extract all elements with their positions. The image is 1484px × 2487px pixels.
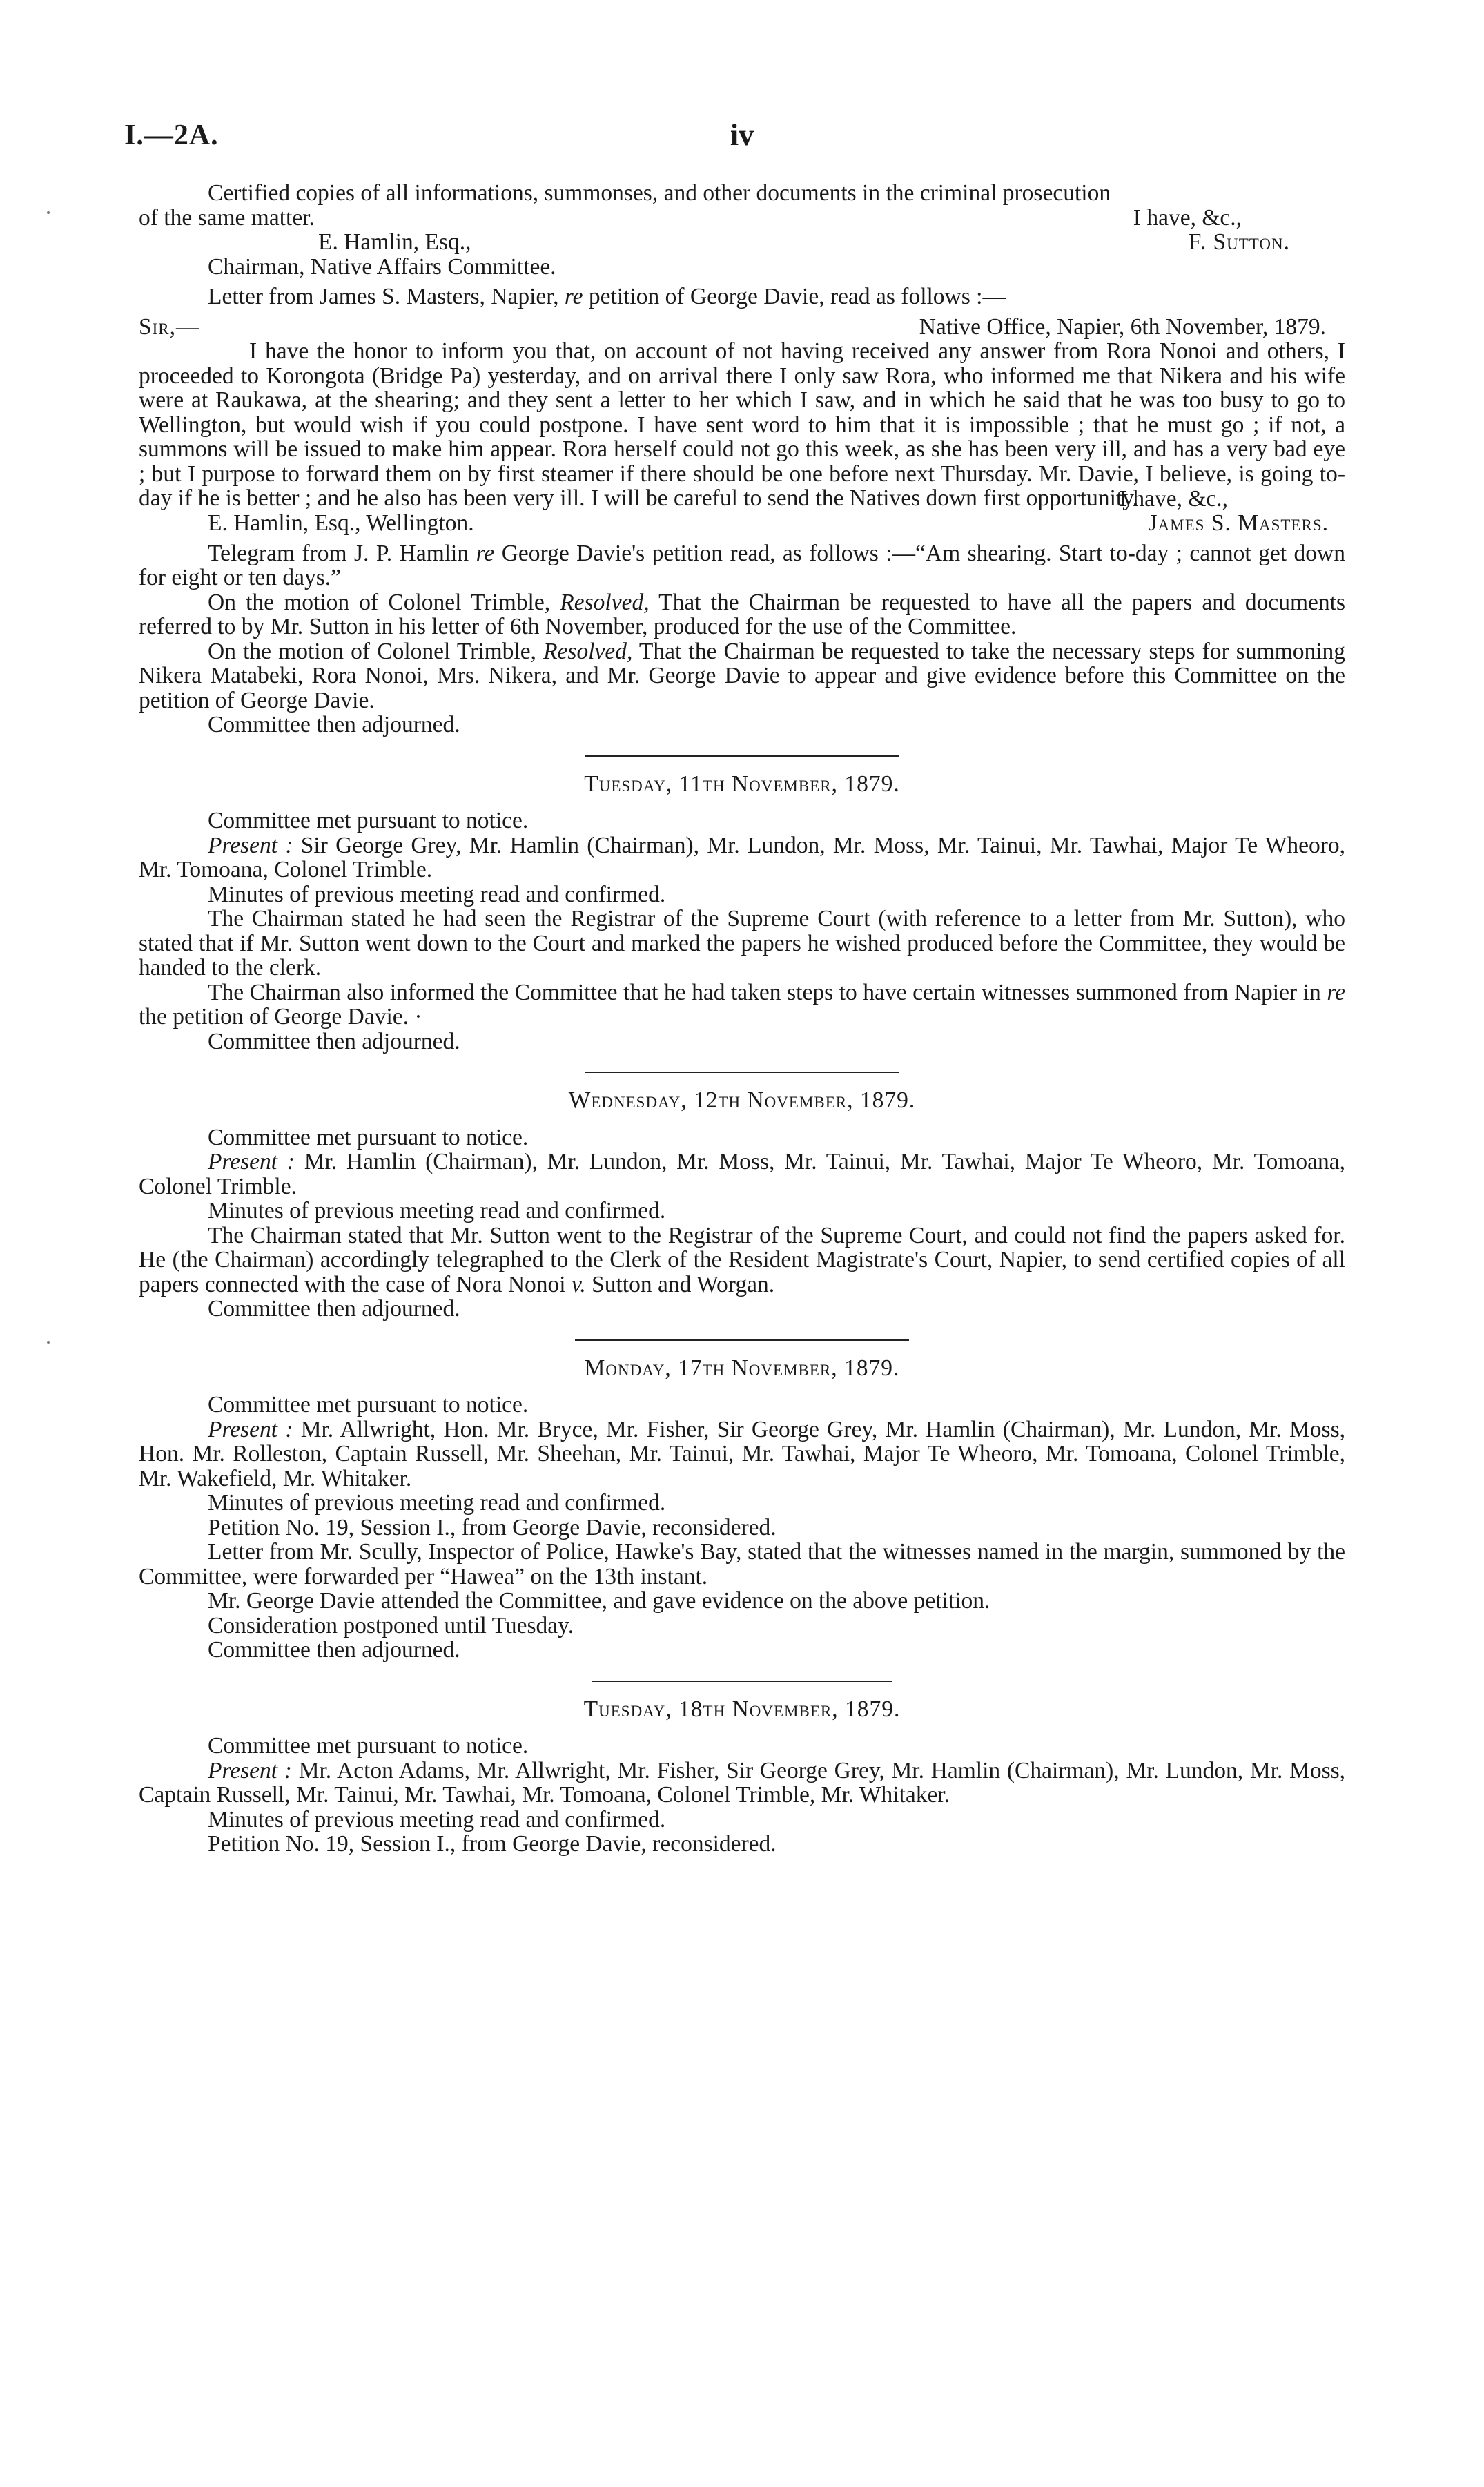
paragraph: Certified copies of all informations, summonses, and other documents in the criminal prosecution <box>208 180 1111 206</box>
margin-mark <box>47 1341 50 1344</box>
section-divider <box>585 1072 899 1073</box>
section-divider <box>575 1339 909 1341</box>
sign-off-row <box>139 206 1345 231</box>
signature-row <box>139 230 1345 255</box>
present-label: Present : <box>208 832 293 858</box>
adjournment: Committee then adjourned. <box>208 712 460 737</box>
paragraph: The Chairman stated he had seen the Registrar of the Supreme Court (with reference to a letter from Mr. Sutton), who stated that if Mr. Sutton went down to the Court and marked the papers he wished produced before the Committee, they would be handed to the clerk. <box>139 906 1345 980</box>
motion: On the motion of Colonel Trimble, Resolved, That the Chairman be requested to have all the papers and documents referred to by Mr. Sutton in his letter of 6th November, produced for the use of the Committee. <box>139 589 1346 639</box>
letter-dateline: Native Office, Napier, 6th November, 1879. <box>919 313 1326 340</box>
attendance <box>139 1417 1345 1491</box>
attendance <box>139 1150 1345 1199</box>
letter-intro: Letter from James S. Masters, Napier, re petition of George Davie, read as follows :— <box>208 284 1006 309</box>
meeting-date: Tuesday, 18th November, 1879. <box>583 1696 901 1722</box>
signatory: F. Sutton. <box>1188 229 1290 255</box>
paragraph: The Chairman stated that Mr. Sutton went to the Registrar of the Supreme Court, and could not find the papers asked for. He (the Chairman) accordingly telegraphed to the Clerk of the Resident Magistrate's Court, Napier, to send certified copies of all papers connected with the case of Nora Nonoi v. Sutton and Worgan. <box>139 1222 1345 1297</box>
adjournment: Committee then adjourned. <box>208 1637 460 1663</box>
addressee-title: Chairman, Native Affairs Committee. <box>208 253 556 280</box>
letter-heading <box>139 315 1345 340</box>
minutes: Minutes of previous meeting read and confirmed. <box>208 1490 666 1516</box>
section-divider <box>585 755 899 757</box>
minutes: Minutes of previous meeting read and confirmed. <box>208 881 666 907</box>
meeting-notice: Committee met pursuant to notice. <box>208 808 529 833</box>
present-label: Present : <box>208 1757 292 1783</box>
paragraph-end: of the same matter. <box>139 204 315 231</box>
closing: I have, &c., <box>1119 485 1228 512</box>
minutes: Minutes of previous meeting read and confirmed. <box>208 1806 666 1832</box>
meeting-date: Wednesday, 12th November, 1879. <box>568 1087 916 1113</box>
paragraph: Letter from Mr. Scully, Inspector of Police, Hawke's Bay, stated that the witnesses named in the margin, summoned by the Committee, were forwarded per “Hawea” on the 13th instant. <box>139 1539 1345 1589</box>
meeting-date: Monday, 17th November, 1879. <box>584 1355 900 1381</box>
section-divider <box>592 1681 892 1682</box>
meeting-date: Tuesday, 11th November, 1879. <box>584 771 900 797</box>
attendees: Mr. Acton Adams, Mr. Allwright, Mr. Fisher, Sir George Grey, Mr. Hamlin (Chairman), Mr. Lundon, Mr. Moss, Captain Russell, Mr. Tainui, Mr. Tawhai, Mr. Tomoana, Colonel Trimble, Mr. Whitaker. <box>139 1757 1346 1808</box>
petition-reference: Petition No. 19, Session I., from George Davie, reconsidered. <box>208 1831 777 1857</box>
attendance <box>139 833 1345 882</box>
closing: I have, &c., <box>1133 204 1242 231</box>
present-label: Present : <box>208 1416 293 1442</box>
petition-reference: Petition No. 19, Session I., from George Davie, reconsidered. <box>208 1514 777 1540</box>
paragraph: Consideration postponed until Tuesday. <box>208 1612 574 1638</box>
attendees: Sir George Grey, Mr. Hamlin (Chairman), Mr. Lundon, Mr. Moss, Mr. Tainui, Mr. Tawhai, Major Te Wheoro, Mr. Tomoana, Colonel Trimble. <box>139 832 1346 882</box>
meeting-notice: Committee met pursuant to notice. <box>208 1392 529 1417</box>
document-body <box>139 181 1345 1857</box>
addressee: E. Hamlin, Esq., <box>318 229 471 255</box>
meeting-notice: Committee met pursuant to notice. <box>208 1124 529 1150</box>
motion: On the motion of Colonel Trimble, Resolved, That the Chairman be requested to take the necessary steps for summoning Nikera Matabeki, Rora Nonoi, Mrs. Nikera, and Mr. George Davie to appear and give evidence before this Committee on the petition of George Davie. <box>139 638 1346 713</box>
paragraph: Mr. George Davie attended the Committee, and gave evidence on the above petition. <box>208 1588 990 1614</box>
present-label: Present : <box>208 1149 295 1174</box>
attendance <box>139 1759 1345 1808</box>
attendees: Mr. Hamlin (Chairman), Mr. Lundon, Mr. Moss, Mr. Tainui, Mr. Tawhai, Major Te Wheoro, Mr. Tomoana, Colonel Trimble. <box>139 1149 1346 1199</box>
adjournment: Committee then adjourned. <box>208 1296 460 1322</box>
letter-body: I have the honor to inform you that, on account of not having received any answer from Rora Nonoi and others, I proceeded to Korongota (Bridge Pa) yesterday, and on arrival there I only saw Rora, who informed me that Nikera and his wife were at Raukawa, at the shearing; and they sent a letter to her which I saw, and in which he said that he was too busy to go to Wellington, but would wish if you could postpone. I have sent word to him that it is impossible ; that he must go ; if not, a summons will be issued to make him appear. Rora herself could not go this week, as she has been very ill, and has a very bad eye ; but I purpose to forward them on by first steamer if there should be one before next Thursday. Mr. Davie, I believe, is going to-day if he is better ; and he also has been very ill. I will be careful to send the Natives down first opportunity. <box>139 338 1345 511</box>
addressee: E. Hamlin, Esq., Wellington. <box>208 510 474 536</box>
margin-mark <box>47 211 50 214</box>
attendees: Mr. Allwright, Hon. Mr. Bryce, Mr. Fisher, Sir George Grey, Mr. Hamlin (Chairman), Mr. Lundon, Mr. Moss, Hon. Mr. Rolleston, Captain Russell, Mr. Sheehan, Mr. Tainui, Mr. Tawhai, Major Te Wheoro, Mr. Tomoana, Colonel Trimble, Mr. Wakefield, Mr. Whitaker. <box>139 1416 1346 1491</box>
page-number: iv <box>730 118 754 152</box>
signature-row <box>139 511 1345 536</box>
meeting-notice: Committee met pursuant to notice. <box>208 1733 529 1759</box>
salutation: Sir,— <box>139 313 200 340</box>
signatory: James S. Masters. <box>1148 510 1329 536</box>
adjournment: Committee then adjourned. <box>208 1028 460 1054</box>
document-reference: I.—2A. <box>124 119 219 151</box>
minutes: Minutes of previous meeting read and confirmed. <box>208 1198 666 1223</box>
paragraph: The Chairman also informed the Committee that he had taken steps to have certain witnesses summoned from Napier in re the petition of George Davie. · <box>139 979 1345 1029</box>
telegram: Telegram from J. P. Hamlin re George Davie's petition read, as follows :—“Am shearing. Start to-day ; cannot get down for eight or ten days.” <box>139 540 1345 590</box>
